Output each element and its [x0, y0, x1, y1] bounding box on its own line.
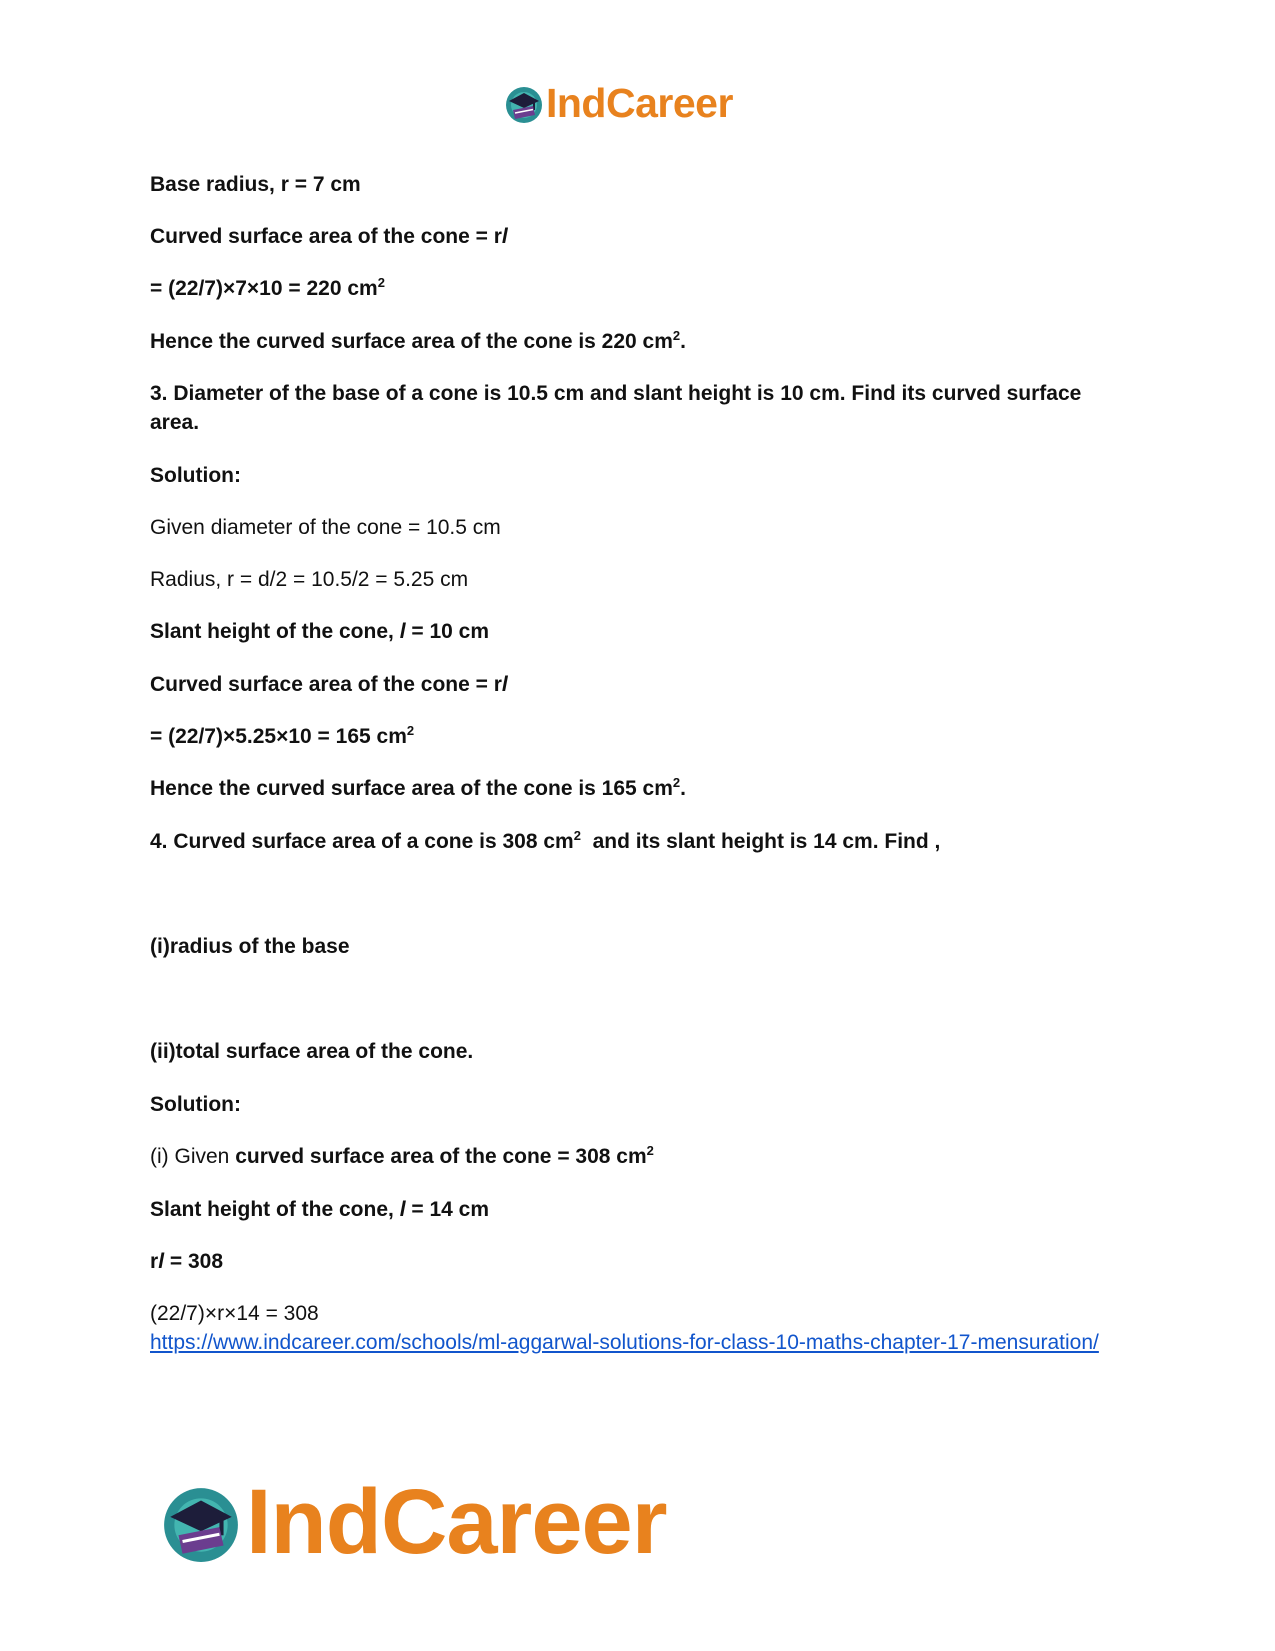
- text-line: Radius, r = d/2 = 10.5/2 = 5.25 cm: [150, 568, 469, 591]
- text-line: Slant height of the cone, l = 14 cm: [150, 1198, 490, 1221]
- question-4-part-i: (i)radius of the base: [150, 935, 350, 958]
- graduation-cap-logo-icon: [160, 1482, 242, 1564]
- text-line: Hence the curved surface area of the cone is 165 $cm^2$.: [150, 775, 686, 800]
- text-line: Given diameter of the cone = 10.5 cm: [150, 516, 501, 539]
- text-line: (22/7)×r×14 = 308: [150, 1302, 319, 1325]
- text-line: Curved surface area of the cone = rl: [150, 673, 508, 696]
- question-3: 3. Diameter of the base of a cone is 10.5 cm and slant height is 10 cm. Find its curved surface area.: [150, 382, 1082, 434]
- text-line: = (22/7)×7×10 = 220 $cm^2$: [150, 275, 385, 300]
- text-line: Hence the curved surface area of the cone is 220 $cm^2$.: [150, 328, 686, 353]
- text-line: Base radius, r = 7 cm: [150, 173, 361, 196]
- question-4: 4. Curved surface area of a cone is 308 $cm^2$ and its slant height is 14 cm. Find ,: [150, 828, 941, 853]
- header-logo: [504, 80, 733, 127]
- text-line: Slant height of the cone, l = 10 cm: [150, 620, 490, 643]
- text-line: = (22/7)×5.25×10 = 165 $cm^2$: [150, 723, 415, 748]
- footer-link[interactable]: https://www.indcareer.com/schools/ml-aggarwal-solutions-for-class-10-maths-chapter-17-mensuration/: [150, 1331, 1099, 1354]
- solution-heading: Solution:: [150, 1093, 241, 1116]
- footer-logo: [160, 1470, 667, 1575]
- brand-name: IndCareer: [546, 80, 733, 126]
- graduation-cap-logo-icon: [504, 84, 544, 124]
- question-4-part-ii: (ii)total surface area of the cone.: [150, 1040, 474, 1063]
- solution-heading: Solution:: [150, 464, 241, 487]
- text-line: Curved surface area of the cone = rl: [150, 225, 508, 248]
- footer-link-line: [150, 1328, 1130, 1357]
- text-line: rl = 308: [150, 1250, 224, 1273]
- text-line: (i) Given curved surface area of the cone = 308 $cm^2$: [150, 1143, 654, 1168]
- brand-name: IndCareer: [246, 1471, 667, 1573]
